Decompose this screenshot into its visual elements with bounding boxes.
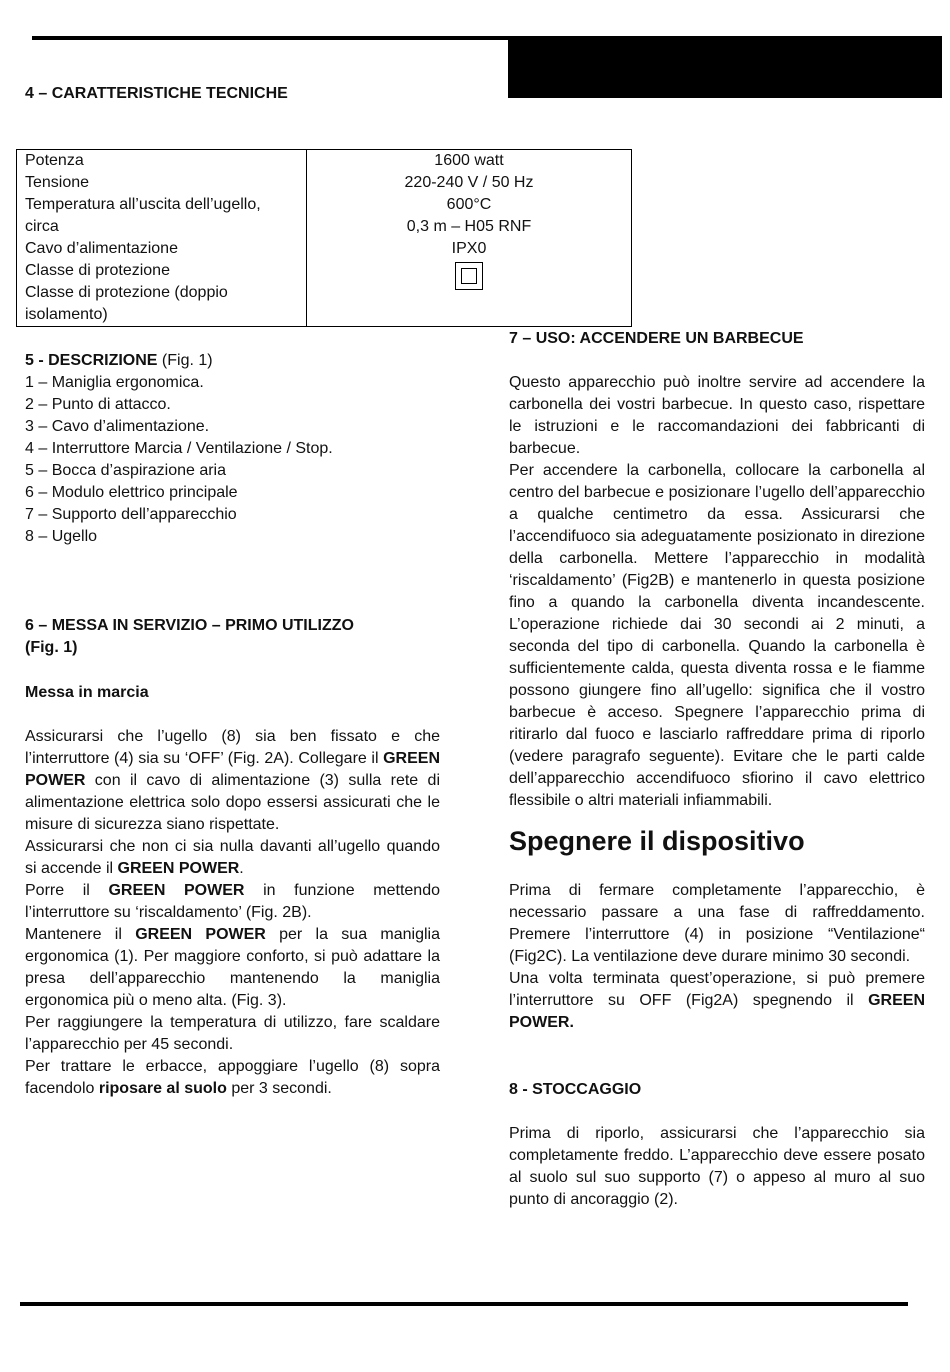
paragraph: Prima di riporlo, assicurarsi che l’apparecchio sia completamente freddo. L’apparecchio deve essere posato al suolo sul suo supporto (7) o appeso al muro al suo punto di ancoraggio (2).: [509, 1125, 925, 1208]
list-item: 5 – Bocca d’aspirazione aria: [25, 462, 227, 479]
spec-value: IPX0: [451, 240, 487, 257]
spec-label: Potenza: [25, 152, 84, 169]
spec-table: [16, 149, 632, 327]
section-7-body: [509, 372, 925, 812]
paragraph: Assicurarsi che l’ugello (8) sia ben fissato e che l’interruttore (4) sia su ‘OFF’ (Fig. 2A). Collegare il GREEN POWER con il cavo di alimentazione (3) sulla rete di alimentazione elettrica solo dopo essersi assicurati che le misure di sicurezza siano rispettate.: [25, 728, 440, 833]
spec-value: 0,3 m – H05 RNF: [406, 218, 532, 235]
spegnere-body: [509, 880, 925, 1034]
section-6-heading: [25, 615, 354, 659]
header-black-block: [508, 40, 942, 98]
paragraph: Per trattare le erbacce, appoggiare l’ugello (8) sopra facendolo riposare al suolo per 3 secondi.: [25, 1058, 440, 1097]
spec-label: Classe di protezione: [25, 262, 170, 279]
section-6-heading-line1: 6 – MESSA IN SERVIZIO – PRIMO UTILIZZO: [25, 617, 354, 634]
section-5-heading-bold: 5 - DESCRIZIONE: [25, 352, 158, 369]
spec-label: Classe di protezione (doppio: [25, 284, 228, 301]
paragraph: Prima di fermare completamente l’apparecchio, è necessario passare a una fase di raffreddamento. Premere l’interruttore (4) in posizione “Ventilazione“ (Fig2C). La ventilazione deve durare minimo 30 secondi.: [509, 882, 925, 965]
list-item: 7 – Supporto dell’apparecchio: [25, 506, 237, 523]
section-6-heading-line2: (Fig. 1): [25, 639, 78, 656]
spec-values-cell: [307, 150, 632, 327]
section-8-heading: 8 - STOCCAGGIO: [509, 1081, 642, 1098]
list-item: 4 – Interruttore Marcia / Ventilazione / Stop.: [25, 440, 333, 457]
paragraph: Per raggiungere la temperatura di utilizzo, fare scaldare l’apparecchio per 45 secondi.: [25, 1014, 440, 1053]
double-insulation-icon: [455, 262, 483, 290]
paragraph: Una volta terminata quest’operazione, si può premere l’interruttore su OFF (Fig2A) spegnendo il GREEN POWER.: [509, 970, 925, 1031]
section-5-heading: [25, 350, 445, 372]
section-8-body: [509, 1123, 925, 1211]
spegnere-heading: Spegnere il dispositivo: [509, 826, 805, 856]
spec-value: 1600 watt: [434, 152, 504, 169]
list-item: 6 – Modulo elettrico principale: [25, 484, 238, 501]
section-6-subheading: Messa in marcia: [25, 684, 149, 701]
paragraph: Porre il GREEN POWER in funzione mettendo l’interruttore su ‘riscaldamento’ (Fig. 2B).: [25, 882, 440, 921]
paragraph: Per accendere la carbonella, collocare la carbonella al centro del barbecue e posizionare l’ugello dell’apparecchio a qualche centimetro da essa. Assicurarsi che l’accendifuoco sia adeguatamente posizionato in direzione della carbonella. Mettere l’apparecchio in modalità ‘riscaldamento’ (Fig2B) e mantenerlo in questa posizione fino a quando la carbonella diventa incandescente. L’operazione richiede dai 30 secondi ai 2 minuti, a seconda del tipo di carbonella. Quando la carbonella è sufficientemente calda, questa diventa rossa e le fiamme possono giungere fino all’ugello: significa che il vostro barbecue è acceso. Spegnere l’apparecchio prima di ritirarlo dal fuoco e lasciarlo raffreddare prima di riporlo (vedere paragrafo seguente). Evitare che le parti calde dell’apparecchio accendifuoco sfiorino il cavo elettrico flessibile o altri materiali infiammabili.: [509, 462, 925, 809]
spec-labels-cell: [17, 150, 307, 327]
bottom-rule: [20, 1302, 908, 1306]
section-7-heading: 7 – USO: ACCENDERE UN BARBECUE: [509, 330, 804, 347]
spec-label: isolamento): [25, 306, 108, 323]
list-item: 1 – Maniglia ergonomica.: [25, 374, 204, 391]
spec-label: Temperatura all’uscita dell’ugello, circa: [25, 196, 261, 235]
paragraph: Questo apparecchio può inoltre servire ad accendere la carbonella dei vostri barbecue. In questo caso, rispettare le istruzioni e le raccomandazioni dei fabbricanti di barbecue.: [509, 374, 925, 457]
spec-label: Tensione: [25, 174, 90, 191]
spec-value: 220-240 V / 50 Hz: [404, 174, 534, 191]
section-5-heading-fig: (Fig. 1): [157, 352, 213, 369]
spec-value: 600°C: [446, 196, 492, 213]
section-4-heading: 4 – CARATTERISTICHE TECNICHE: [25, 85, 288, 102]
list-item: 2 – Punto di attacco.: [25, 396, 171, 413]
spec-table-row: [17, 150, 632, 327]
paragraph: Mantenere il GREEN POWER per la sua maniglia ergonomica (1). Per maggiore conforto, si può adattare la presa dell’apparecchio mantenendo la maniglia ergonomica più o meno alta. (Fig. 3).: [25, 926, 440, 1009]
list-item: 3 – Cavo d’alimentazione.: [25, 418, 210, 435]
list-item: 8 – Ugello: [25, 528, 98, 545]
spec-label: Cavo d’alimentazione: [25, 240, 178, 257]
section-6-body: [25, 726, 440, 1100]
paragraph: Assicurarsi che non ci sia nulla davanti all’ugello quando si accende il GREEN POWER.: [25, 838, 440, 877]
section-5: [25, 350, 445, 548]
